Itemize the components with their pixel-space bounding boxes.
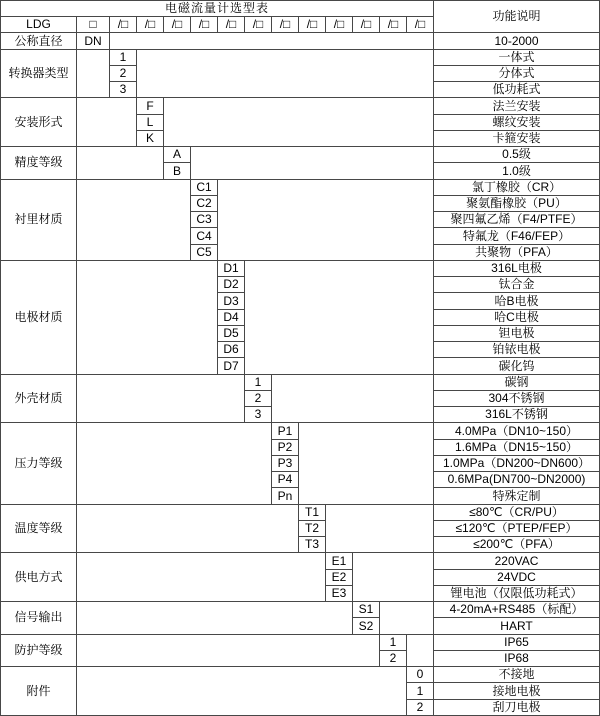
code-cell: C1: [191, 179, 218, 195]
model-slot-box: /□: [218, 17, 245, 33]
desc-cell: 接地电极: [434, 683, 600, 699]
code-cell: E3: [326, 585, 353, 601]
code-cell: 1: [110, 49, 137, 65]
function-column-header: 功能说明: [434, 1, 600, 33]
group-label-temperature-rating: 温度等级: [1, 504, 77, 553]
spacer-cell: [77, 147, 164, 180]
group-label-lining-material: 衬里材质: [1, 179, 77, 260]
desc-cell: ≤80℃（CR/PU）: [434, 504, 600, 520]
spacer-cell: [77, 260, 218, 374]
code-cell: 2: [380, 650, 407, 666]
model-slot-box: /□: [137, 17, 164, 33]
desc-cell: 钽电极: [434, 325, 600, 341]
desc-cell: ≤120℃（PTEP/FEP）: [434, 520, 600, 536]
spacer-cell: [407, 634, 434, 667]
desc-cell: 螺纹安装: [434, 114, 600, 130]
row-label-nominal-diameter: 公称直径: [1, 33, 77, 49]
code-cell: 2: [407, 699, 434, 716]
group-label-electrode-material: 电极材质: [1, 260, 77, 374]
desc-cell: 共聚物（PFA）: [434, 244, 600, 260]
desc-cell: IP65: [434, 634, 600, 650]
desc-cell: HART: [434, 618, 600, 634]
spacer-cell: [353, 553, 434, 602]
model-slot-box: /□: [164, 17, 191, 33]
spacer-cell: [77, 634, 380, 667]
code-cell: F: [137, 98, 164, 114]
code-cell: E2: [326, 569, 353, 585]
code-cell: Pn: [272, 488, 299, 504]
model-slot-box: /□: [299, 17, 326, 33]
desc-cell: 碳钢: [434, 374, 600, 390]
desc-cell: 0.5级: [434, 147, 600, 163]
desc-cell: 4-20mA+RS485（标配）: [434, 602, 600, 618]
code-cell: C2: [191, 195, 218, 211]
desc-cell: 4.0MPa（DN10~150）: [434, 423, 600, 439]
group-label-converter-type: 转换器类型: [1, 49, 77, 98]
group-label-installation: 安装形式: [1, 98, 77, 147]
spacer-cell: [77, 667, 407, 716]
code-cell: S1: [353, 602, 380, 618]
code-cell: E1: [326, 553, 353, 569]
code-cell: L: [137, 114, 164, 130]
desc-cell: 0.6MPa(DN700~DN2000): [434, 472, 600, 488]
model-slot-box: /□: [191, 17, 218, 33]
desc-cell: 氯丁橡胶（CR）: [434, 179, 600, 195]
spacer-cell: [77, 602, 353, 635]
code-cell: B: [164, 163, 191, 179]
desc-cell: 刮刀电极: [434, 699, 600, 716]
desc-cell: 316L电极: [434, 260, 600, 276]
model-slot-box: /□: [407, 17, 434, 33]
group-label-housing-material: 外壳材质: [1, 374, 77, 423]
desc-cell: 哈B电极: [434, 293, 600, 309]
desc-cell: 法兰安装: [434, 98, 600, 114]
group-label-accuracy: 精度等级: [1, 147, 77, 180]
code-cell: 1: [407, 683, 434, 699]
code-cell: 3: [110, 82, 137, 98]
desc-cell: 卡箍安装: [434, 130, 600, 146]
desc-cell: 一体式: [434, 49, 600, 65]
desc-cell: 10-2000: [434, 33, 600, 49]
spacer-cell: [110, 33, 434, 49]
model-slot-box: /□: [245, 17, 272, 33]
spacer-cell: [77, 98, 137, 147]
spacer-cell: [218, 179, 434, 260]
desc-cell: 聚四氟乙烯（F4/PTFE）: [434, 212, 600, 228]
desc-cell: 特氟龙（F46/FEP）: [434, 228, 600, 244]
desc-cell: 1.6MPa（DN15~150）: [434, 439, 600, 455]
desc-cell: 哈C电极: [434, 309, 600, 325]
code-cell: P2: [272, 439, 299, 455]
desc-cell: 分体式: [434, 65, 600, 81]
desc-cell: 特殊定制: [434, 488, 600, 504]
code-cell: D4: [218, 309, 245, 325]
spacer-cell: [77, 49, 110, 98]
desc-cell: 碳化钨: [434, 358, 600, 374]
desc-cell: 220VAC: [434, 553, 600, 569]
desc-cell: 1.0MPa（DN200~DN600）: [434, 455, 600, 471]
model-prefix: LDG: [1, 17, 77, 33]
code-cell: D1: [218, 260, 245, 276]
code-cell: D7: [218, 358, 245, 374]
code-cell: 3: [245, 407, 272, 423]
model-slot-box: /□: [326, 17, 353, 33]
group-label-accessories: 附件: [1, 667, 77, 716]
spacer-cell: [299, 423, 434, 504]
model-slot-box: /□: [110, 17, 137, 33]
group-label-power-supply: 供电方式: [1, 553, 77, 602]
code-cell: P4: [272, 472, 299, 488]
code-cell: C5: [191, 244, 218, 260]
code-cell: 0: [407, 667, 434, 683]
desc-cell: 304不锈钢: [434, 390, 600, 406]
code-cell: T2: [299, 520, 326, 536]
model-slot-box: /□: [353, 17, 380, 33]
code-cell: P1: [272, 423, 299, 439]
spacer-cell: [164, 98, 434, 147]
code-cell: T1: [299, 504, 326, 520]
desc-cell: 1.0级: [434, 163, 600, 179]
code-cell: T3: [299, 537, 326, 553]
desc-cell: 24VDC: [434, 569, 600, 585]
spacer-cell: [326, 504, 434, 553]
desc-cell: 钛合金: [434, 277, 600, 293]
code-cell: P3: [272, 455, 299, 471]
code-cell: DN: [77, 33, 110, 49]
code-cell: K: [137, 130, 164, 146]
code-cell: 2: [245, 390, 272, 406]
desc-cell: 锂电池（仅限低功耗式）: [434, 585, 600, 601]
spacer-cell: [380, 602, 434, 635]
group-label-pressure-rating: 压力等级: [1, 423, 77, 504]
desc-cell: 铂铱电极: [434, 342, 600, 358]
code-cell: D2: [218, 277, 245, 293]
group-label-signal-output: 信号输出: [1, 602, 77, 635]
spacer-cell: [245, 260, 434, 374]
code-cell: S2: [353, 618, 380, 634]
model-digit-box: □: [77, 17, 110, 33]
code-cell: A: [164, 147, 191, 163]
desc-cell: IP68: [434, 650, 600, 666]
desc-cell: 低功耗式: [434, 82, 600, 98]
code-cell: D5: [218, 325, 245, 341]
spacer-cell: [77, 504, 299, 553]
desc-cell: 聚氨酯橡胶（PU）: [434, 195, 600, 211]
group-label-protection-rating: 防护等级: [1, 634, 77, 667]
spacer-cell: [77, 374, 245, 423]
model-slot-box: /□: [272, 17, 299, 33]
spacer-cell: [191, 147, 434, 180]
desc-cell: 316L不锈钢: [434, 407, 600, 423]
desc-cell: ≤200℃（PFA）: [434, 537, 600, 553]
code-cell: 1: [380, 634, 407, 650]
code-cell: D3: [218, 293, 245, 309]
code-cell: D6: [218, 342, 245, 358]
spacer-cell: [137, 49, 434, 98]
code-cell: C3: [191, 212, 218, 228]
code-cell: C4: [191, 228, 218, 244]
model-slot-box: /□: [380, 17, 407, 33]
desc-cell: 不接地: [434, 667, 600, 683]
spacer-cell: [77, 423, 272, 504]
spacer-cell: [77, 179, 191, 260]
spacer-cell: [77, 553, 326, 602]
code-cell: 1: [245, 374, 272, 390]
table-title: 电磁流量计选型表: [1, 1, 434, 17]
spacer-cell: [272, 374, 434, 423]
code-cell: 2: [110, 65, 137, 81]
